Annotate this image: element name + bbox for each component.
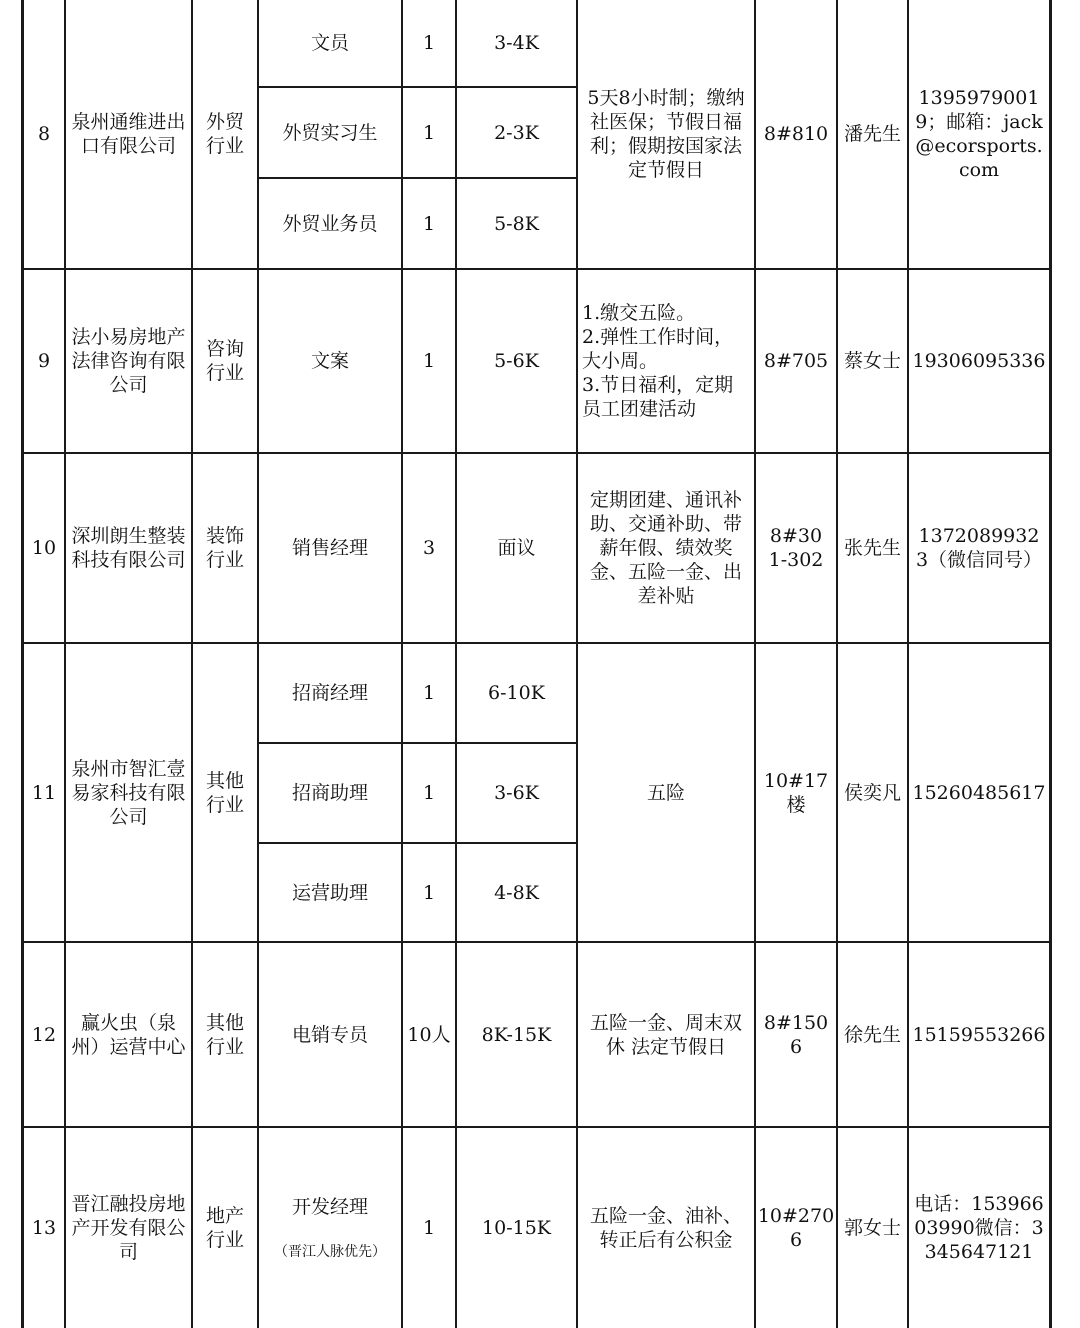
address: 10#17楼: [763, 769, 829, 816]
position: 外贸实习生: [282, 121, 378, 144]
contact-phone: 13959790019；邮箱：jack@ecorsports.com: [915, 87, 1043, 181]
headcount: 1: [422, 350, 436, 372]
headcount: 1: [422, 881, 436, 904]
position: 文案: [310, 350, 349, 372]
position: 电销专员: [291, 1023, 368, 1046]
row-number: 12: [31, 1023, 57, 1046]
industry: 咨询行业: [205, 338, 244, 384]
industry: 地产行业: [205, 1205, 244, 1251]
contact-person: 徐先生: [843, 1023, 901, 1046]
industry: 其他行业: [205, 1011, 244, 1058]
company-name: 赢火虫（泉州）运营中心: [71, 1011, 186, 1058]
benefits: 5天8小时制；缴纳社医保；节假日福利；假期按国家法定节假日: [587, 87, 745, 181]
contact-phone: 19306095336: [912, 350, 1046, 372]
position: 运营助理: [291, 881, 368, 904]
salary: 面议: [497, 537, 536, 559]
row-number: 13: [31, 1217, 57, 1239]
position: 销售经理: [291, 537, 368, 559]
contact-person: 郭女士: [843, 1217, 901, 1239]
headcount: 10人: [407, 1023, 451, 1046]
address: 8#1506: [763, 1011, 829, 1058]
company-name: 晋江融投房地产开发有限公司: [71, 1193, 186, 1263]
headcount: 1: [422, 121, 436, 144]
salary: 3-6K: [494, 782, 539, 804]
address: 10#2706: [757, 1205, 835, 1251]
contact-person: 潘先生: [843, 123, 901, 145]
salary: 2-3K: [494, 121, 539, 144]
headcount: 1: [422, 782, 436, 804]
position: [259, 1128, 401, 1328]
contact-phone: 15260485617: [912, 781, 1046, 804]
contact-phone: 13720899323（微信同号）: [915, 525, 1043, 571]
contact-person: 张先生: [843, 537, 901, 559]
address: 8#301-302: [768, 525, 824, 571]
industry: 装饰行业: [205, 525, 244, 571]
position: 外贸业务员: [282, 212, 378, 235]
benefits: 1.缴交五险。 2.弹性工作时间，大小周。 3.节日福利，定期员工团建活动: [582, 302, 734, 420]
address: 8#810: [763, 123, 829, 145]
benefits: 五险一金、油补、转正后有公积金: [589, 1205, 742, 1251]
address: 8#705: [763, 350, 829, 372]
row-number: 10: [31, 537, 57, 559]
industry: 外贸行业: [205, 111, 244, 157]
salary: 6-10K: [488, 682, 545, 704]
row-number: 8: [37, 123, 51, 145]
benefits: 五险: [646, 781, 685, 804]
contact-phone: 电话：15396603990微信：3345647121: [914, 1193, 1044, 1263]
grid-line: [1049, 0, 1052, 1328]
company-name: 泉州通维进出口有限公司: [71, 111, 186, 157]
company-name: 深圳朗生整装科技有限公司: [71, 525, 186, 571]
position: 文员: [310, 32, 349, 54]
headcount: 3: [422, 537, 436, 559]
salary: 8K-15K: [481, 1023, 552, 1046]
contact-phone: 15159553266: [912, 1023, 1046, 1046]
company-name: 法小易房地产法律咨询有限公司: [71, 326, 186, 396]
salary: 5-6K: [494, 350, 539, 372]
salary: 4-8K: [494, 881, 539, 904]
headcount: 1: [422, 32, 436, 54]
headcount: 1: [422, 1217, 436, 1239]
company-name: 泉州市智汇壹易家科技有限公司: [71, 757, 186, 828]
position-note: （晋江人脉优先）: [274, 1244, 386, 1260]
headcount: 1: [422, 212, 436, 235]
position-title: 开发经理: [291, 1196, 368, 1218]
position: 招商助理: [291, 782, 368, 804]
headcount: 1: [422, 682, 436, 704]
row-number: 9: [37, 350, 51, 372]
salary: 10-15K: [482, 1217, 551, 1239]
salary: 5-8K: [494, 212, 539, 235]
benefits: 定期团建、通讯补助、交通补助、带薪年假、绩效奖金、五险一金、出差补贴: [589, 489, 742, 607]
benefits: 五险一金、周末双休 法定节假日: [589, 1011, 742, 1058]
salary: 3-4K: [494, 32, 539, 54]
row-number: 11: [31, 781, 57, 804]
contact-person: 侯奕凡: [843, 781, 901, 804]
contact-person: 蔡女士: [843, 350, 901, 372]
position: 招商经理: [291, 682, 368, 704]
industry: 其他行业: [205, 769, 244, 816]
